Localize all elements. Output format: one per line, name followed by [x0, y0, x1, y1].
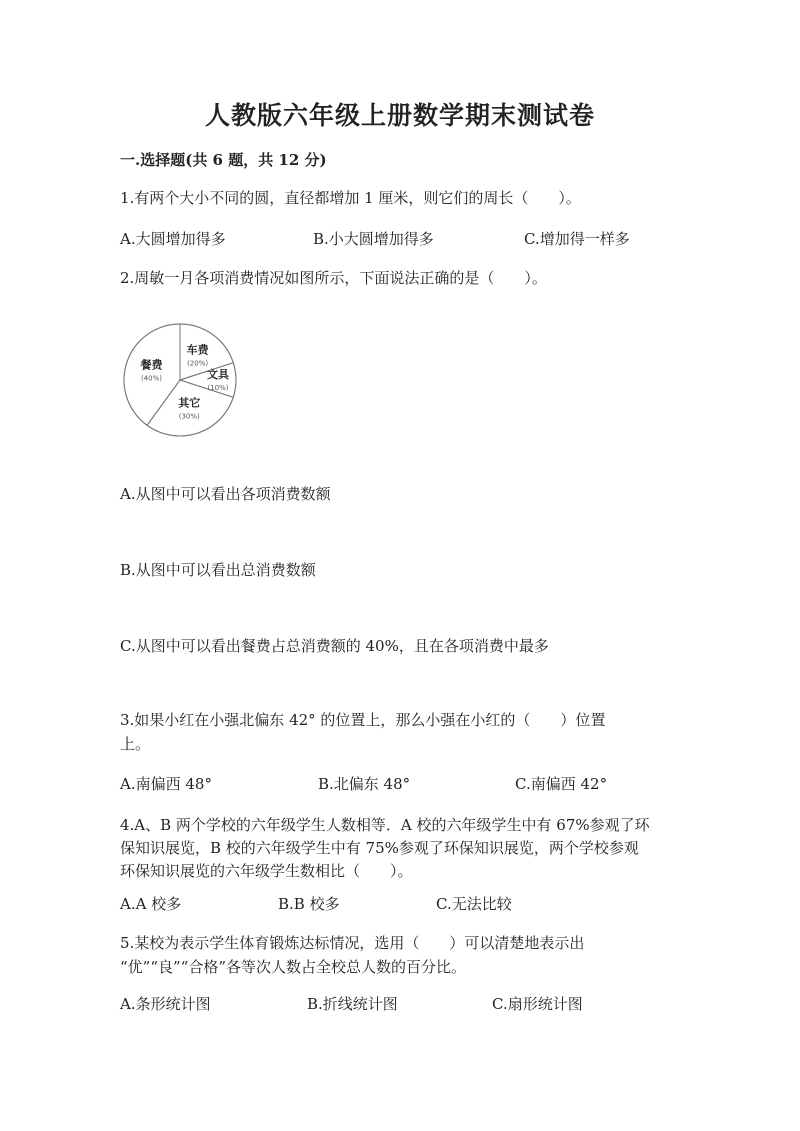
question-5-text-line-1: 5.某校为表示学生体育锻炼达标情况，选用（ ）可以清楚地表示出	[120, 934, 585, 952]
question-3-option-a[interactable]: A.南偏西 48°	[120, 775, 212, 793]
question-5-option-a[interactable]: A.条形统计图	[120, 995, 211, 1013]
question-1-option-b[interactable]: B.小大圆增加得多	[313, 230, 434, 248]
question-5-text-line-2: “优”“良”“合格”各等次人数占全校总人数的百分比。	[120, 958, 467, 976]
question-2-option-c[interactable]: C.从图中可以看出餐费占总消费额的 40%，且在各项消费中最多	[120, 637, 549, 655]
question-5-option-b[interactable]: B.折线统计图	[307, 995, 398, 1013]
section-heading: 一.选择题(共 6 题，共 12 分)	[120, 151, 327, 169]
question-3-option-b[interactable]: B.北偏东 48°	[318, 775, 411, 793]
question-4-text-line-1: 4.A、B 两个学校的六年级学生人数相等．A 校的六年级学生中有 67%参观了环	[120, 816, 650, 834]
question-1-text: 1.有两个大小不同的圆，直径都增加 1 厘米，则它们的周长（ ）。	[120, 189, 581, 207]
pie-slice-label-1: 文具	[207, 368, 229, 381]
question-2-text: 2.周敏一月各项消费情况如图所示，下面说法正确的是（ ）。	[120, 269, 547, 287]
question-4-option-a[interactable]: A.A 校多	[120, 895, 182, 913]
question-3-option-c[interactable]: C.南偏西 42°	[515, 775, 608, 793]
page-title: 人教版六年级上册数学期末测试卷	[204, 101, 595, 130]
pie-slice-percent-3: (40%)	[140, 374, 162, 383]
question-3-text-line-2: 上。	[120, 735, 151, 753]
pie-slice-percent-2: (30%)	[178, 412, 200, 421]
pie-slice-percent-0: (20%)	[187, 359, 209, 368]
question-4-text-line-2: 保知识展览，B 校的六年级学生中有 75%参观了环保知识展览，两个学校参观	[120, 839, 639, 857]
question-1-option-c[interactable]: C.增加得一样多	[524, 230, 630, 248]
question-5-option-c[interactable]: C.扇形统计图	[492, 995, 583, 1013]
pie-slice-label-0: 车费	[186, 343, 209, 357]
pie-slice-label-2: 其它	[178, 396, 201, 410]
pie-slice-label-3: 餐费	[140, 358, 163, 372]
pie-slice-percent-1: (10%)	[207, 384, 229, 392]
question-2-option-b[interactable]: B.从图中可以看出总消费数额	[120, 561, 316, 579]
question-4-option-b[interactable]: B.B 校多	[278, 895, 340, 913]
question-3-text-line-1: 3.如果小红在小强北偏东 42° 的位置上，那么小强在小红的（ ）位置	[120, 711, 606, 729]
question-1-option-a[interactable]: A.大圆增加得多	[120, 230, 226, 248]
question-2-option-a[interactable]: A.从图中可以看出各项消费数额	[120, 485, 331, 503]
question-4-option-c[interactable]: C.无法比较	[436, 895, 512, 913]
question-4-text-line-3: 环保知识展览的六年级学生数相比（ ）。	[120, 862, 413, 880]
pie-chart	[120, 320, 240, 440]
